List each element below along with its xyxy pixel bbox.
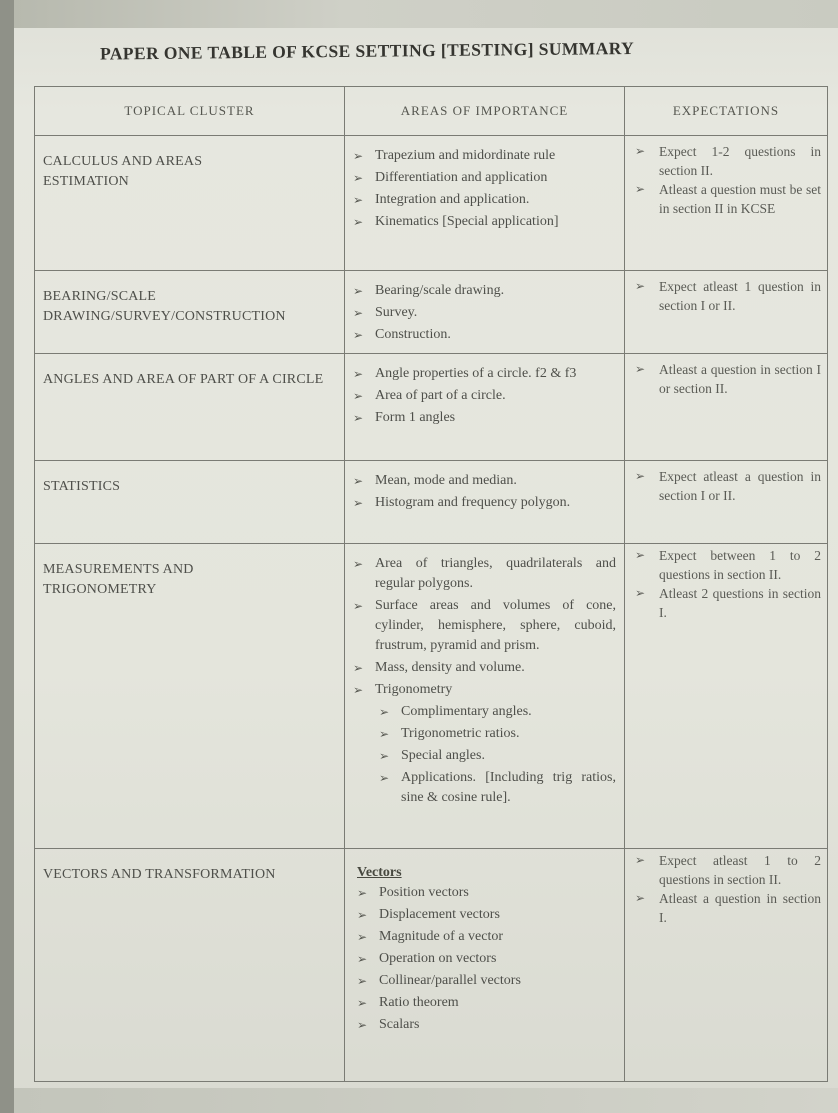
topic-text: STATISTICS — [43, 479, 121, 494]
list-item: ➢ Area of triangles, quadrilaterals and regular polygons. — [375, 554, 616, 594]
areas-cell — [345, 849, 625, 1082]
list-item: ➢ Displacement vectors — [379, 905, 616, 925]
list-item: ➢ Atleast a question must be set in section II in KCSE — [659, 180, 821, 218]
list-item: ➢ Magnitude of a vector — [379, 927, 616, 947]
table-row — [35, 461, 828, 544]
expectations-cell — [625, 849, 828, 1082]
list-item: ➢ Expect atleast 1 question in section I or II. — [659, 277, 821, 315]
list-item: ➢ Bearing/scale drawing. — [375, 281, 616, 301]
trigonometry-label: Trigonometry — [375, 682, 453, 697]
trigonometry-sublist — [375, 702, 616, 808]
header-expectations: EXPECTATIONS — [625, 87, 828, 136]
list-item: ➢ Mean, mode and median. — [375, 471, 616, 491]
page-top-edge — [14, 0, 838, 28]
list-item: ➢ Operation on vectors — [379, 949, 616, 969]
list-item: ➢ Atleast a question in section I. — [659, 889, 821, 927]
topic-cell — [35, 461, 345, 544]
page-title: PAPER ONE TABLE OF KCSE SETTING [TESTING] SUMMARY — [99, 37, 635, 64]
list-item: ➢ Construction. — [375, 325, 616, 345]
table-row — [35, 271, 828, 354]
topic-cell — [35, 271, 345, 354]
list-item: ➢ Survey. — [375, 303, 616, 323]
list-item: ➢ Trapezium and midordinate rule — [375, 146, 616, 166]
list-item: ➢ Expect atleast a question in section I or II. — [659, 467, 821, 505]
list-item: ➢ Expect between 1 to 2 questions in section II. — [659, 546, 821, 584]
list-item: ➢ Kinematics [Special application] — [375, 212, 616, 232]
list-item: ➢ Atleast 2 questions in section I. — [659, 584, 821, 622]
areas-cell — [345, 271, 625, 354]
header-areas-of-importance: AREAS OF IMPORTANCE — [345, 87, 625, 136]
list-item: ➢ Atleast a question in section I or section II. — [659, 360, 821, 398]
table-row — [35, 544, 828, 849]
document-page — [14, 0, 838, 1113]
list-item: ➢ Surface areas and volumes of cone, cylinder, hemisphere, sphere, cuboid, frustrum, pyramid and prism. — [375, 596, 616, 656]
table-row — [35, 849, 828, 1082]
areas-cell — [345, 544, 625, 849]
page-bottom-edge — [14, 1088, 838, 1113]
topic-text: ANGLES AND AREA OF PART OF A CIRCLE — [43, 372, 324, 387]
topic-cell — [35, 544, 345, 849]
list-item: ➢ Differentiation and application — [375, 168, 616, 188]
list-item: ➢ Mass, density and volume. — [375, 658, 616, 678]
table-row — [35, 136, 828, 271]
expectations-cell — [625, 354, 828, 461]
expectations-cell — [625, 461, 828, 544]
areas-cell — [345, 136, 625, 271]
expectations-cell — [625, 544, 828, 849]
table-header-row — [35, 87, 828, 136]
header-topical-cluster: TOPICAL CLUSTER — [35, 87, 345, 136]
list-item — [375, 680, 616, 808]
topic-text: MEASUREMENTS AND TRIGONOMETRY — [43, 562, 194, 597]
list-item: ➢ Ratio theorem — [379, 993, 616, 1013]
list-item: ➢ Form 1 angles — [375, 408, 616, 428]
list-item: ➢ Integration and application. — [375, 190, 616, 210]
list-item: ➢ Area of part of a circle. — [375, 386, 616, 406]
expectations-cell — [625, 136, 828, 271]
list-item: ➢ Expect atleast 1 to 2 questions in section II. — [659, 851, 821, 889]
expectations-cell — [625, 271, 828, 354]
list-item: ➢ Angle properties of a circle. f2 & f3 — [375, 364, 616, 384]
summary-table — [34, 86, 828, 1082]
list-item: ➢ Histogram and frequency polygon. — [375, 493, 616, 513]
sub-list-item: ➢ Applications. [Including trig ratios, sine & cosine rule]. — [401, 768, 616, 808]
list-item: ➢ Position vectors — [379, 883, 616, 903]
areas-cell — [345, 354, 625, 461]
topic-text: BEARING/SCALE DRAWING/SURVEY/CONSTRUCTION — [43, 289, 286, 324]
topic-cell — [35, 136, 345, 271]
areas-cell — [345, 461, 625, 544]
topic-cell — [35, 354, 345, 461]
sub-list-item: ➢ Special angles. — [401, 746, 616, 766]
vectors-heading: Vectors — [357, 865, 402, 880]
topic-text: VECTORS AND TRANSFORMATION — [43, 867, 276, 882]
sub-list-item: ➢ Complimentary angles. — [401, 702, 616, 722]
list-item: ➢ Scalars — [379, 1015, 616, 1035]
list-item: ➢ Collinear/parallel vectors — [379, 971, 616, 991]
topic-text: CALCULUS AND AREAS ESTIMATION — [43, 154, 203, 189]
table-row — [35, 354, 828, 461]
topic-cell — [35, 849, 345, 1082]
list-item: ➢ Expect 1-2 questions in section II. — [659, 142, 821, 180]
sub-list-item: ➢ Trigonometric ratios. — [401, 724, 616, 744]
